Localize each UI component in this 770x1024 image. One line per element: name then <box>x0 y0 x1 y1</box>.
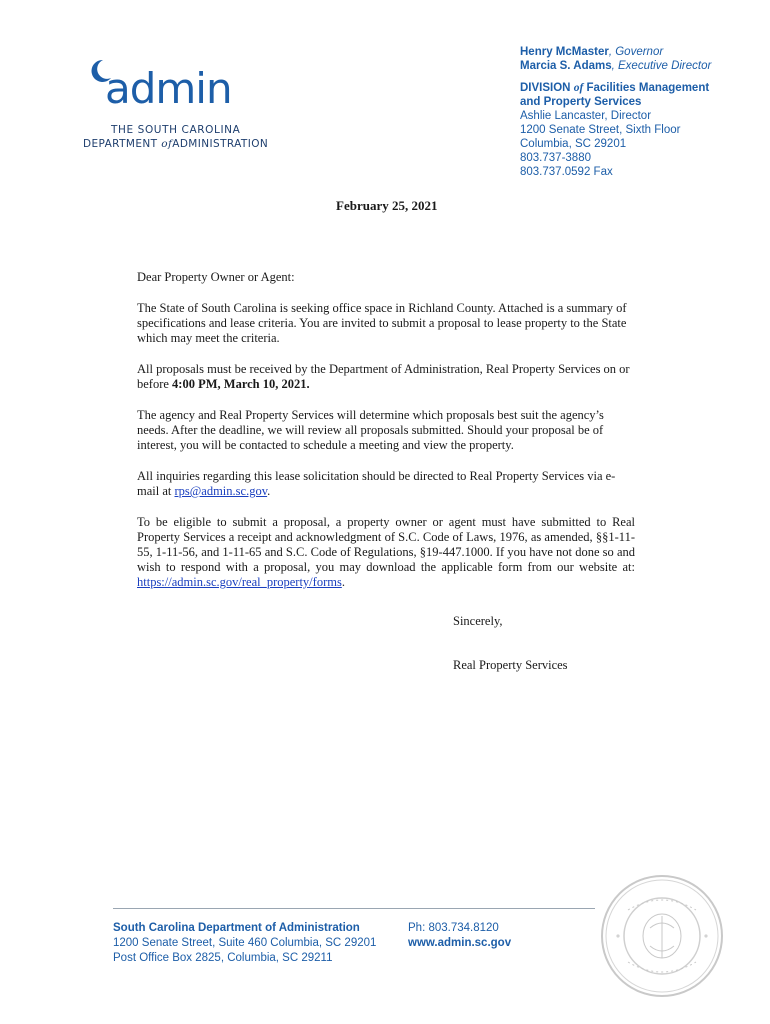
email-link[interactable]: rps@admin.sc.gov <box>174 484 268 498</box>
footer-address-block <box>113 921 376 966</box>
footer-contact-block <box>408 921 511 951</box>
division-line: DIVISION of Facilities Management <box>520 82 710 94</box>
department-logo <box>83 58 273 154</box>
governor-line: Henry McMaster, Governor <box>520 46 664 58</box>
forms-link[interactable]: https://admin.sc.gov/real_property/forms <box>137 575 342 589</box>
header-address1: 1200 Senate Street, Sixth Floor <box>520 124 681 136</box>
state-seal-icon <box>598 872 726 1000</box>
letter-date: February 25, 2021 <box>336 198 438 213</box>
footer-website[interactable]: www.admin.sc.gov <box>408 937 512 949</box>
footer-org: South Carolina Department of Administration <box>113 922 360 934</box>
paragraph-4: All inquiries regarding this lease solicitation should be directed to Real Property Services via e-mail at rps@admin.sc.gov. <box>137 469 616 498</box>
header-fax: 803.737.0592 Fax <box>520 166 613 178</box>
logo-subtitle-line1: THE SOUTH CAROLINA <box>111 124 241 136</box>
signature: Real Property Services <box>453 658 568 672</box>
division-line2: and Property Services <box>520 96 642 108</box>
paragraph-1: The State of South Carolina is seeking office space in Richland County. Attached is a summary of specifications and lease criteria. You are invited to submit a proposal to lease property to the State which may meet the criteria. <box>137 301 627 345</box>
salutation: Dear Property Owner or Agent: <box>137 270 295 284</box>
footer-address1: 1200 Senate Street, Suite 460 Columbia, SC 29201 <box>113 937 377 949</box>
division-director: Ashlie Lancaster, Director <box>520 110 652 122</box>
letterhead-contact-block <box>520 45 750 179</box>
paragraph-3: The agency and Real Property Services will determine which proposals best suit the agency’s needs. After the deadline, we will review all proposals submitted. Should your proposal be of interest, you will be contacted to schedule a meeting and view the property. <box>137 408 604 452</box>
header-phone: 803.737-3880 <box>520 152 591 164</box>
footer-address2: Post Office Box 2825, Columbia, SC 29211 <box>113 952 333 964</box>
logo-subtitle-line2: DEPARTMENT ofADMINISTRATION <box>83 138 269 150</box>
header-address2: Columbia, SC 29201 <box>520 138 627 150</box>
paragraph-5: To be eligible to submit a proposal, a property owner or agent must have submitted to Real Property Services a receipt and acknowledgment of S.C. Code of Laws, 1976, as amended, §§1-11-55, 1-11-56, and 1-11-65 and S.C. Code of Regulations, §19-447.1000. If you have not done so and wish to respond with a proposal, you may download the applicable form from our website at: https://admin.sc.gov/real_property/forms. <box>137 515 635 589</box>
paragraph-2: All proposals must be received by the Department of Administration, Real Property Services on or before 4:00 PM, March 10, 2021. <box>137 362 630 391</box>
footer-phone: Ph: 803.734.8120 <box>408 922 499 934</box>
logo-wordmark: admin <box>105 64 232 113</box>
director-line: Marcia S. Adams, Executive Director <box>520 60 712 72</box>
footer-divider <box>113 908 595 909</box>
letter-body <box>137 270 635 606</box>
closing: Sincerely, <box>453 614 503 628</box>
